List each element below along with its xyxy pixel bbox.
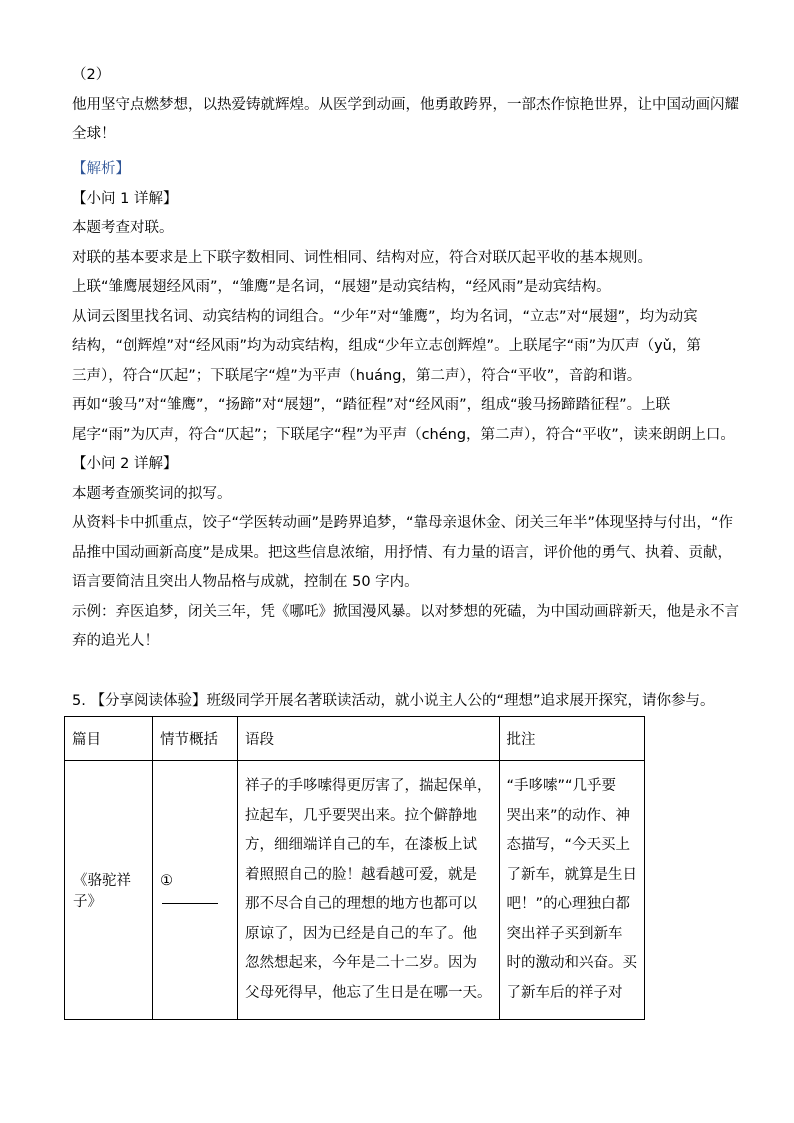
passage-line: 方，细细端详自己的车，在漆板上试	[245, 837, 477, 853]
question-5-prompt	[72, 687, 722, 717]
header-passage: 语段	[238, 717, 500, 761]
annotation-line: 时的激动和兴奋。买	[506, 955, 637, 971]
passage-line: 原谅了，因为已经是自己的车了。他	[245, 925, 477, 942]
annotation-line: 态描写，“今天买上	[506, 837, 631, 853]
analysis-line: 结构，“创辉煌”对“经风雨”均为动宾结构，组成“少年立志创辉煌”。上联尾字“雨”为仄声（yǔ，第	[72, 338, 701, 354]
answer-line: 全球！	[72, 126, 116, 142]
passage-cell	[238, 761, 500, 1020]
passage-line: 忽然想起来，今年是二十二岁。因为	[245, 955, 477, 971]
analysis-line: 再如“骏马”对“雏鹰”，“扬蹄”对“展翅”，“踏征程”对“经风雨”，组成“骏马扬蹄踏征程”。上联	[72, 397, 671, 413]
analysis-line: 上联“雏鹰展翅经风雨”，“雏鹰”是名词，“展翅”是动宾结构，“经风雨”是动宾结构。	[72, 279, 611, 295]
part2-label: （2）	[72, 67, 111, 83]
annotation-line: 突出祥子买到新车	[506, 925, 623, 942]
annotation-cell	[499, 761, 645, 1020]
analysis-line: 本题考查颁奖词的拟写。	[72, 485, 232, 502]
annotation-line: 吧！”的心理独白都	[506, 896, 631, 912]
answer-blank[interactable]	[162, 889, 218, 904]
header-plot: 情节概括	[153, 717, 238, 761]
passage-line: 祥子的手哆嗦得更厉害了，揣起保单，	[245, 778, 492, 794]
reading-table	[64, 716, 645, 1020]
analysis-line: 从词云图里找名词、动宾结构的词组合。“少年”对“雏鹰”，均为名词，“立志”对“展翅”，均为动宾	[72, 308, 698, 325]
analysis-line: 尾字“雨”为仄声，符合“仄起”；下联尾字“程”为平声（chéng，第二声），符合“平收”，读来朗朗上口。	[72, 426, 735, 443]
analysis-section	[72, 155, 739, 657]
header-annotation: 批注	[499, 717, 645, 761]
analysis-heading: 【解析】	[72, 161, 130, 177]
table-header-row	[65, 717, 645, 761]
book-title: 《骆驼祥子》	[65, 761, 153, 1020]
analysis-line: 从资料卡中抓重点，饺子“学医转动画”是跨界追梦，“靠母亲退休金、闭关三年半”体现坚持与付出，“作	[72, 515, 734, 531]
annotation-line: 了新车，就算是生日	[506, 866, 637, 883]
subquestion-2-heading: 【小问 2 详解】	[72, 456, 178, 472]
passage-line: 父母死得早，他忘了生日是在哪一天。	[245, 984, 492, 1001]
table-row	[65, 761, 645, 1020]
passage-line: 那不尽合自己的理想的地方也都可以	[245, 896, 477, 912]
answer-line: 他用坚守点燃梦想，以热爱铸就辉煌。从医学到动画，他勇敢跨界，一部杰作惊艳世界，让中国动画闪耀	[72, 96, 739, 113]
analysis-line: 品推中国动画新高度”是成果。把这些信息浓缩，用抒情、有力量的语言，评价他的勇气、执着、贡献，	[72, 544, 733, 561]
header-title: 篇目	[65, 717, 153, 761]
plot-marker: ①	[160, 872, 173, 889]
analysis-line: 弃的追光人！	[72, 633, 159, 649]
analysis-line: 三声），符合“仄起”；下联尾字“煌”为平声（huáng，第二声），符合“平收”，音韵和谐。	[72, 367, 642, 384]
question-tag: 【分享阅读体验】	[90, 693, 207, 709]
annotation-line: 了新车后的祥子对	[506, 984, 623, 1001]
question-text: 班级同学开展名著联读活动，就小说主人公的“理想”追求展开探究，请你参与。	[206, 693, 715, 709]
plot-cell	[153, 761, 238, 1020]
analysis-line: 对联的基本要求是上下联字数相同、词性相同、结构对应，符合对联仄起平收的基本规则。	[72, 249, 652, 266]
analysis-line: 本题考查对联。	[72, 220, 174, 236]
analysis-line: 语言要简洁且突出人物品格与成就，控制在 50 字内。	[72, 574, 419, 590]
annotation-line: “手哆嗦”“几乎要	[506, 778, 617, 794]
part2-answer	[72, 61, 739, 150]
subquestion-1-heading: 【小问 1 详解】	[72, 190, 178, 207]
annotation-line: 哭出来”的动作、神	[506, 807, 631, 824]
passage-line: 着照照自己的脸！越看越可爱，就是	[245, 866, 477, 883]
question-number: 5.	[72, 693, 86, 709]
analysis-line: 示例：弃医追梦，闭关三年，凭《哪吒》掀国漫风暴。以对梦想的死磕，为中国动画辟新天，他是永不言	[72, 603, 739, 620]
passage-line: 拉起车，几乎要哭出来。拉个僻静地	[245, 807, 477, 824]
